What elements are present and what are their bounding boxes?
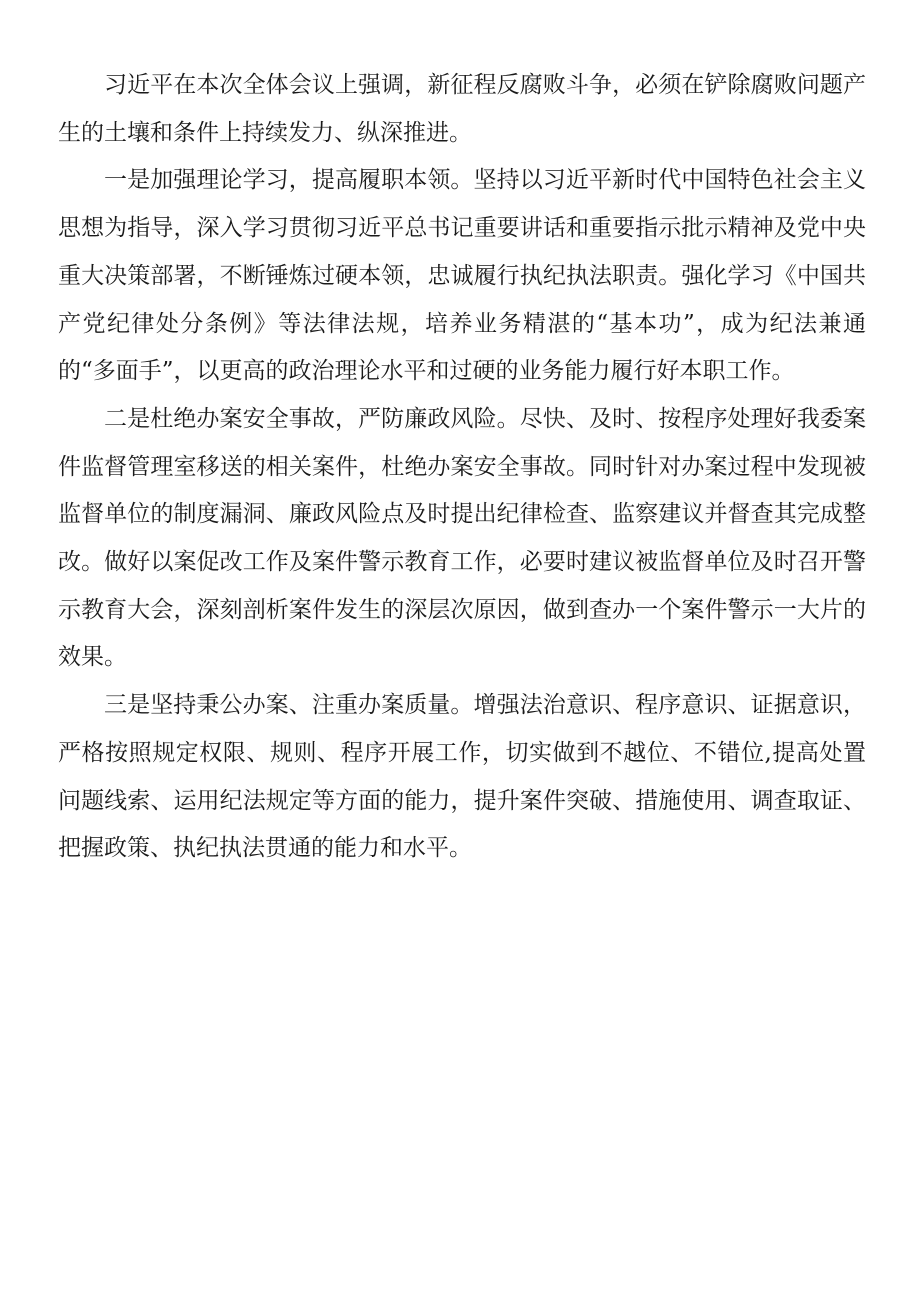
paragraph-intro: 习近平在本次全体会议上强调，新征程反腐败斗争，必须在铲除腐败问题产生的土壤和条件上持续发力、纵深推进。	[58, 72, 866, 146]
document-body	[58, 62, 866, 873]
paragraph-point-three: 三是坚持秉公办案、注重办案质量。增强法治意识、程序意识、证据意识，严格按照规定权限、规则、程序开展工作，切实做到不越位、不错位,提高处置问题线索、运用纪法规定等方面的能力，提升案件突破、措施使用、调查取证、把握政策、执纪执法贯通的能力和水平。	[58, 692, 866, 862]
paragraph-point-one: 一是加强理论学习，提高履职本领。坚持以习近平新时代中国特色社会主义思想为指导，深入学习贯彻习近平总书记重要讲话和重要指示批示精神及党中央重大决策部署，不断锤炼过硬本领，忠诚履行执纪执法职责。强化学习《中国共产党纪律处分条例》等法律法规，培养业务精湛的“基本功”，成为纪法兼通的“多面手”，以更高的政治理论水平和过硬的业务能力履行好本职工作。	[58, 167, 866, 385]
paragraph-point-two: 二是杜绝办案安全事故，严防廉政风险。尽快、及时、按程序处理好我委案件监督管理室移送的相关案件，杜绝办案安全事故。同时针对办案过程中发现被监督单位的制度漏洞、廉政风险点及时提出纪律检查、监察建议并督查其完成整改。做好以案促改工作及案件警示教育工作，必要时建议被监督单位及时召开警示教育大会，深刻剖析案件发生的深层次原因，做到查办一个案件警示一大片的效果。	[58, 405, 866, 671]
